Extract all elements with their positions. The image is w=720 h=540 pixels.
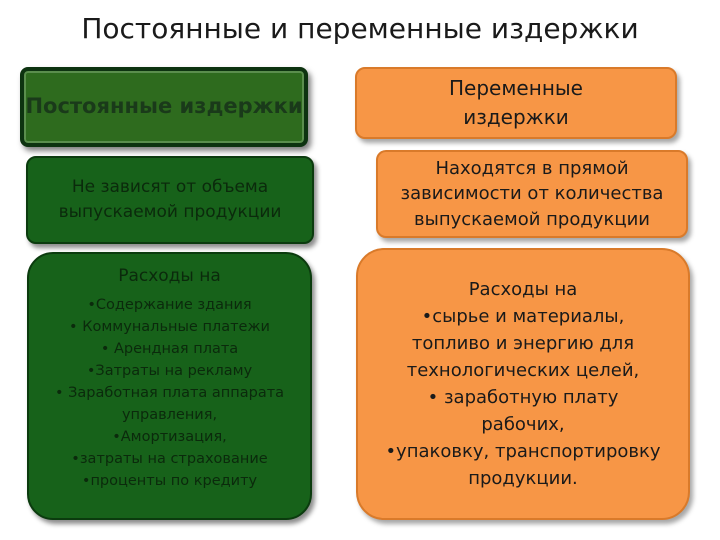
variable-costs-item: • заработную плату рабочих, [427,387,619,435]
fixed-costs-expenses [27,252,312,520]
fixed-costs-item: •Амортизация, [112,429,227,446]
fixed-costs-item: • Коммунальные платежи [69,318,270,335]
variable-costs-item: •упаковку, транспортировку продукции. [385,441,661,489]
fixed-costs-header: Постоянные издержки [20,67,308,147]
fixed-costs-item: • Заработная плата аппарата управления, [54,384,285,423]
fixed-costs-item: •Затраты на рекламу [86,362,253,379]
variable-costs-expenses [356,248,690,520]
variable-costs-expenses-lead: Расходы на [468,279,578,300]
variable-costs-item: •сырье и материалы, топливо и энергию для технологических целей, [406,306,640,381]
fixed-costs-item: •затраты на страхование [71,451,268,468]
variable-costs-header-text: Переменные издержки [449,76,583,129]
fixed-costs-description [26,156,314,244]
variable-costs-header [355,67,677,139]
page-title: Постоянные и переменные издержки [81,12,639,45]
fixed-costs-item: • Арендная плата [100,340,239,357]
fixed-costs-item: •проценты по кредиту [81,473,258,490]
variable-costs-description-text: Находятся в прямой зависимости от количества выпускаемой продукции [400,158,664,230]
variable-costs-description [376,150,688,238]
fixed-costs-expenses-lead: Расходы на [118,266,221,286]
fixed-costs-description-text: Не зависят от объема выпускаемой продукции [58,177,282,222]
fixed-costs-item: •Содержание здания [87,296,252,313]
